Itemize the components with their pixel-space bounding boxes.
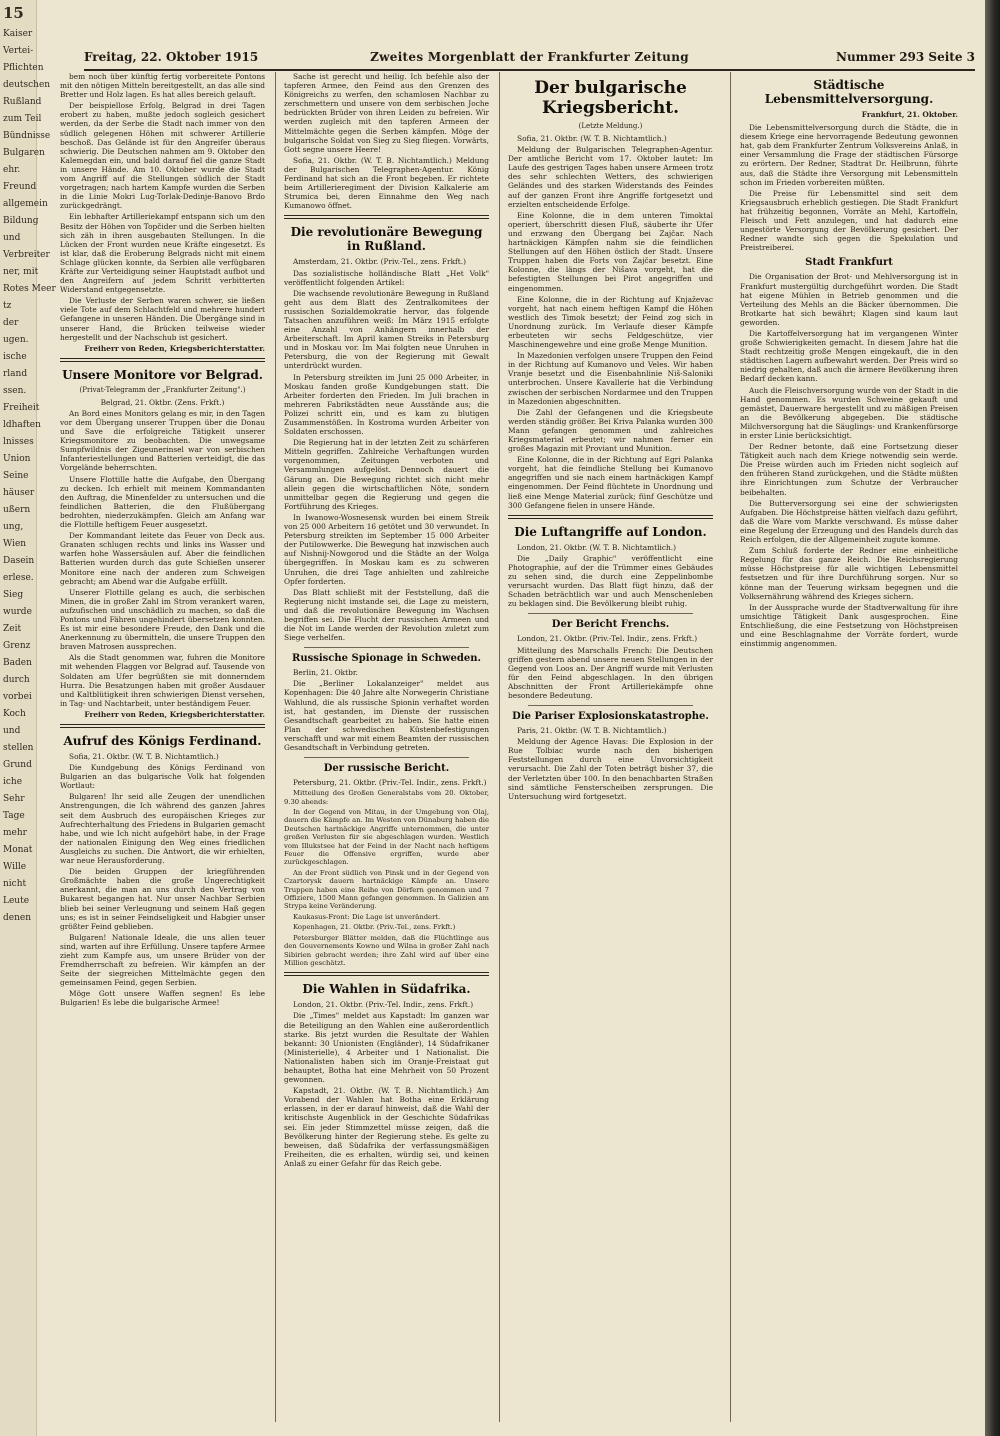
- headline-revolution: Die revolutionäre Bewegung in Rußland.: [290, 225, 483, 254]
- gutter-fragment: deutschen: [3, 80, 51, 90]
- gutter-fragment: Grund: [3, 760, 32, 770]
- gutter-fragment: lnisses: [3, 437, 34, 447]
- column-4: [740, 72, 958, 1424]
- column-rule: [499, 72, 500, 1422]
- gutter-fragment: Freiheit: [3, 403, 40, 413]
- headline-bericht-french: Der Bericht Frenchs.: [551, 619, 670, 631]
- dateline: Sofia, 21. Oktbr. (W. T. B. Nichtamtlich.): [69, 752, 219, 761]
- gutter-fragment: Pflichten: [3, 63, 44, 73]
- column-rule: [275, 72, 276, 1422]
- paragraph: Der Kommandant leitete das Feuer von Deck aus. Granaten schlugen rechts und links ins Wasser und warfen hohe Wassersäulen auf. Aber die feindlichen Batterien wurden durch das gute Schießen unserer Monitore eine nach der anderen zum Schweigen gebracht; am Abend war die Aufgabe erfüllt.: [60, 531, 265, 586]
- gutter-fragment: Koch: [3, 709, 26, 719]
- gutter-fragment: Rußland: [3, 97, 42, 107]
- column-3: [508, 72, 713, 1424]
- headline-bulgarischer-bericht: Der bulgarische Kriegsbericht.: [534, 78, 687, 118]
- gutter-fragment: ssen.: [3, 386, 27, 396]
- paragraph: Ein lebhafter Artilleriekampf entspann sich um den Besitz der Höhen von Topčider und die Serben hielten sich zäh in ihren ausgebauten Stellungen. In die Lücken der Front wurden neue Kräfte eingesetzt. Es ist klar, daß die Eroberung Belgrads nicht mit einem Schlage glücken konnte, da Serbien alle verfügbaren Kräfte zur Verteidigung seiner Hauptstadt aufbot und den Angreifern auf jedem Schritt verbitterten Widerstand entgegensetzte.: [60, 212, 265, 295]
- dateline: Petersburg, 21. Oktbr. (Priv.-Tel. Indir., zens. Frkft.): [293, 778, 487, 788]
- gutter-fragment: der: [3, 318, 19, 328]
- dateline: Sofia, 21. Oktbr. (W. T. B. Nichtamtlich.): [517, 134, 667, 143]
- subheading: (Letzte Meldung.): [578, 122, 643, 130]
- subheading: (Privat-Telegramm der „Frankfurter Zeitung".): [79, 385, 246, 394]
- separator: [528, 613, 693, 614]
- paragraph: Zum Schluß forderte der Redner eine einheitliche Regelung für das ganze Reich. Die Reichsregierung müsse Höchstpreise für alle wichtigen Lebensmittel festsetzen und für ihre Durchführung sorgen. Nur so könne man der Teuerung wirksam begegnen und die Volksernährung während des Krieges sichern.: [740, 546, 958, 601]
- subheading-stadt-frankfurt: Stadt Frankfurt: [805, 257, 893, 269]
- paragraph: Möge Gott unsere Waffen segnen! Es lebe Bulgarien! Es lebe die bulgarische Armee!: [60, 989, 265, 1008]
- paragraph: Das Blatt schließt mit der Feststellung, daß die Regierung nicht imstande sei, die Lage zu meistern, und daß die revolutionäre Bewegung im Wachsen begriffen sei. Die Flucht der russischen Armeen und die Not im Lande werden der Revolution zuletzt zum Siege verhelfen.: [284, 587, 489, 643]
- paragraph: Eine Kolonne, die in der Richtung auf Egri Palanka vorgeht, hat die feindliche Stellung bei Kumanovo angegriffen und sie nach einem hartnäckigen Kampf eingenommen. Der Feind flüchtete in Unordnung und ließ eine Menge Material zurück; fünf Geschütze und 300 Gefangene fielen in unsere Hände.: [508, 455, 713, 510]
- separator: [284, 215, 489, 219]
- gutter-fragment: rland: [3, 369, 28, 379]
- gutter-fragment: ehr.: [3, 165, 21, 175]
- gutter-fragment: ung,: [3, 522, 24, 532]
- paragraph: Unsere Flottille hatte die Aufgabe, den Übergang zu decken. Ich erhielt mit meinem Kommandanten den Auftrag, die Minenfelder zu untersuchen und die feindlichen Batterien, die den Flußübergang bedrohten, niederzukämpfen. Gleich am Anfang war die Flottille heftigem Feuer ausgesetzt.: [60, 474, 265, 530]
- dateline: London, 21. Oktbr. (Priv.-Tel. Indir., zens. Frkft.): [517, 634, 698, 644]
- gutter-fragment: nicht: [3, 879, 27, 889]
- gutter-fragment: denen: [3, 913, 32, 923]
- author-signature: Freiherr von Reden, Kriegsberichterstatter.: [84, 343, 265, 353]
- gutter-fragment: Sieg: [3, 590, 24, 600]
- gutter-fragment: Kaiser: [3, 29, 33, 39]
- paragraph: Unserer Flottille gelang es auch, die serbischen Minen, die in großer Zahl im Strom verankert waren, aufzufischen und unschädlich zu machen, so daß die Pontons und Fähren ungehindert übersetzen konnten. Es ist mir eine besondere Freude, den Dank und die Anerkennung zu übermitteln, die unsere Truppen den braven Matrosen aussprechen.: [60, 587, 265, 652]
- gutter-fragment: tz: [3, 301, 12, 311]
- gutter-fragment: ner, mit: [3, 267, 39, 277]
- masthead: [84, 47, 975, 71]
- gutter-fragment: ußern: [3, 505, 31, 515]
- headline-spionage: Russische Spionage in Schweden.: [292, 653, 481, 665]
- masthead-issue: Nummer 293 Seite 3: [835, 50, 975, 64]
- paragraph: Meldung der Bulgarischen Telegraphen-Agentur. Der amtliche Bericht vom 17. Oktober lautet: Im Laufe des gestrigen Tages haben unsere Armeen trotz des sehr schlechten Wetters, des schwierigen Geländes und des starken Widerstands des Feindes auf der ganzen Front ihre Angriffe fortgesetzt und erzielten entscheidende Erfolge.: [508, 145, 713, 209]
- paragraph: In Mazedonien verfolgen unsere Truppen den Feind in der Richtung auf Kumanovo und Veles. Wir haben Vranje besetzt und die Eisenbahnlinie Niš-Saloniki unterbrochen. Unsere Kavallerie hat die Verbindung zwischen der serbischen Nordarmee und den Truppen in Mazedonien abgeschnitten.: [508, 351, 713, 406]
- gutter-fragment: Bildung: [3, 216, 39, 226]
- gutter-fragment: wurde: [3, 607, 32, 617]
- gutter-fragment: Monat: [3, 845, 33, 855]
- paragraph: An Bord eines Monitors gelang es mir, in den Tagen vor dem Übergang unserer Truppen über die Donau und Save die erfolgreiche Tätigkeit unserer Kriegsmonitore zu beobachten. Die unwegsame Sumpfwildnis der Zigeunerinsel war von serbischen Infanteriestellungen und Batterien verteidigt, die das Vorgelände beherrschten.: [60, 408, 265, 473]
- paragraph: Die Organisation der Brot- und Mehlversorgung ist in Frankfurt mustergültig durchgeführt worden. Die Stadt hat eigene Mühlen in Betrieb genommen und die Verteilung des Mehls an die Bäcker übernommen. Die Brotkarte hat sich bewährt; Klagen sind kaum laut geworden.: [740, 272, 958, 327]
- masthead-date: Freitag, 22. Oktober 1915: [84, 50, 259, 64]
- paragraph: Bulgaren! Ihr seid alle Zeugen der unendlichen Anstrengungen, die Ich während des ganzen Jahres seit dem Ausbruch des europäischen Krieges zur Aufrechterhaltung des Friedens in Bulgarien gemacht habe, und wie Ich nicht aufgehört habe, in der Frage der nationalen Einigung den Weg eines friedlichen Ausgleichs zu suchen. Die Antwort, die wir erhielten, war neue Herausforderung.: [60, 792, 265, 866]
- paragraph: In der Gegend von Mitau, in der Umgebung von Olaj, dauern die Kämpfe an. Im Westen von Dünaburg haben die Deutschen hartnäckige Angriffe unternommen, die unter großen Verlusten für sie abgeschlagen wurden. Westlich vom Illukstsee hat der Feind in der Nacht nach heftigem Feuer die Offensive ergriffen, wurde aber zurückgeschlagen.: [284, 808, 489, 867]
- gutter-fragment: Grenz: [3, 641, 31, 651]
- dateline: London, 21. Oktbr. (W. T. B. Nichtamtlich.): [517, 542, 677, 552]
- paragraph: In Petersburg streikten im Juni 25 000 Arbeiter, in Moskau fanden große Kundgebungen statt. Die Arbeiter forderten den Frieden. Im Juli brachen in mehreren Fabrikstädten neue Ausstände aus; die Polizei schritt ein, und es kam zu blutigen Zusammenstößen. In Kostroma wurden Arbeiter von Soldaten erschossen.: [284, 372, 489, 437]
- paragraph: Die Regierung hat in der letzten Zeit zu schärferen Mitteln gegriffen. Zahlreiche Verhaftungen wurden vorgenommen, Zeitungen verboten und Versammlungen aufgelöst. Dennoch dauert die Gärung an. Die Bewegung richtet sich nicht mehr allein gegen die wirtschaftlichen Nöte, sondern unmittelbar gegen die Regierung und gegen die Fortführung des Krieges.: [284, 438, 489, 511]
- paragraph: Eine Kolonne, die in dem unteren Timoktal operiert, überschritt diesen Fluß, säuberte ihr Ufer und erzwang den Übergang bei Zajčar. Nach hartnäckigen Kämpfen nahm sie die feindlichen Stellungen auf den Höhen östlich der Stadt. Unsere Truppen haben die Forts von Zajčar besetzt. Eine Kolonne, die längs der Nišava vorgeht, hat die befestigten Stellungen bei Pirot angegriffen und eingenommen.: [508, 210, 713, 293]
- paragraph: Die „Daily Graphic" veröffentlicht eine Photographie, auf der die Trümmer eines Gebäudes zu sehen sind, die durch eine Zeppelinbombe verursacht wurden. Das Blatt fügt hinzu, daß der Schaden beträchtlich war und auch Menschenleben zu beklagen sind. Die Bevölkerung bleibt ruhig.: [508, 553, 713, 609]
- paragraph: Mitteilung des Großen Generalstabs vom 20. Oktober, 9.30 abends:: [284, 789, 489, 806]
- page-edge-shadow: [985, 0, 1000, 1436]
- headline-explosion: Die Pariser Explosionskatastrophe.: [512, 711, 709, 723]
- gutter-fragment: Vertei-: [3, 46, 34, 56]
- gutter-fragment: Dasein: [3, 556, 35, 566]
- gutter-fragment: iche: [3, 777, 23, 787]
- paragraph: Kaukasus-Front: Die Lage ist unverändert.: [293, 912, 441, 921]
- separator: [508, 515, 713, 519]
- gutter-fragment: Bulgaren: [3, 148, 45, 158]
- paragraph: Die Lebensmittelversorgung durch die Städte, die in diesem Kriege eine hervorragende Bedeutung gewonnen hat, gab dem Frankfurter Zentrum Volksvereins Anlaß, in einer Versammlung die Frage der städtischen Fürsorge zu erörtern. Der Redner, Stadtrat Dr. Heilbrunn, führte aus, daß die Städte ihre Versorgung mit Lebensmitteln schon im Frieden vorbereiten müßten.: [740, 123, 958, 187]
- gutter-fragment: vorbei: [3, 692, 32, 702]
- gutter-fragment: Bündnisse: [3, 131, 51, 141]
- dateline: Frankfurt, 21. Oktober.: [861, 110, 958, 119]
- previous-page-gutter: [0, 0, 56, 1436]
- paragraph: Die Butterversorgung sei eine der schwierigsten Aufgaben. Die Höchstpreise hätten vielfach dazu geführt, daß die Ware vom Markte verschwand. Es müsse daher eine Regelung der Erzeugung und des Handels durch das Reich erfolgen, die der Allgemeinheit zugute komme.: [740, 498, 958, 545]
- gutter-fragment: Rotes Meer: [3, 284, 56, 294]
- dateline: Paris, 21. Oktbr. (W. T. B. Nichtamtlich.): [517, 726, 667, 736]
- gutter-fragment: ldhaften: [3, 420, 41, 430]
- separator: [60, 724, 265, 728]
- gutter-fragment: und: [3, 233, 21, 243]
- gutter-fragment: ugen.: [3, 335, 29, 345]
- gutter-fragment: und: [3, 726, 21, 736]
- gutter-fragment: Zeit: [3, 624, 22, 634]
- dateline: Belgrad, 21. Oktbr. (Zens. Frkft.): [100, 397, 225, 407]
- column-1: [60, 72, 265, 1424]
- paragraph: Sofia, 21. Oktbr. (W. T. B. Nichtamtlich.) Meldung der Bulgarischen Telegraphen-Agentur. König Ferdinand hat sich an die Front begeben. Er richtete beim Artillerieregiment der Division Kalkalerie am Strumica bei, deren Einnahme den Weg nach Kumanowo öffnet.: [284, 155, 489, 211]
- paragraph: Kapstadt, 21. Oktbr. (W. T. B. Nichtamtlich.) Am Vorabend der Wahlen hat Botha eine Erklärung erlassen, in der er darauf hinweist, daß die Wahl der kritischste Augenblick in der Geschichte Südafrikas sei. Ein jeder Stimmzettel müsse zeigen, daß die Bevölkerung hinter der Regierung stehe. Es gelte zu beweisen, daß Südafrika der verfassungsmäßigen Freiheiten, die es erhalten, würdig sei, und keinen Anlaß zu einer Gefahr für das Reich gebe.: [284, 1086, 489, 1168]
- paragraph: Die Preise für Lebensmittel sind seit dem Kriegsausbruch erheblich gestiegen. Die Stadt Frankfurt hat frühzeitig begonnen, Vorräte an Mehl, Kartoffeln, Fleisch und Fett anzulegen, und hat dadurch eine ungestörte Versorgung der Bevölkerung gesichert. Der Redner wandte sich gegen die Spekulation und Preistreiberei.: [740, 188, 958, 253]
- paragraph: Die „Times" meldet aus Kapstadt: Im ganzen war die Beteiligung an den Wahlen eine außerordentlich starke. Bis jetzt wurden die Resultate der Wahlen bekannt: 30 Unionisten (Engländer), 14 Südafrikaner (Ministerielle), 4 Arbeiter und 1 Nationalist. Die Nationalisten haben sich im Oranje-Freistaat gut behauptet, Botha hat eine Mehrheit von 50 Prozent gewonnen.: [284, 1011, 489, 1085]
- gutter-fragment: Wille: [3, 862, 27, 872]
- gutter-fragment: Wien: [3, 539, 27, 549]
- separator: [304, 647, 469, 648]
- article-belgrad-intro: [60, 72, 265, 353]
- paragraph: Die wachsende revolutionäre Bewegung in Rußland geht aus dem Blatt des Zentralkomitees der russischen Sozialdemokratie hervor, das folgende Tatsachen anzuführen weiß: Im März 1915 erfolgte eine Anzahl von Anhängern innerhalb der Arbeiterschaft. Im April kamen Streiks in Petersburg und in Moskau vor. Im Mai folgten neue Unruhen in Petersburg, die von der Regierung mit Gewalt unterdrückt wurden.: [284, 288, 489, 371]
- paragraph: Der Redner betonte, daß eine Fortsetzung dieser Tätigkeit auch nach dem Kriege notwendig sein werde. Die Preise würden auch im Frieden nicht sogleich auf den früheren Stand zurückgehen, und die Städte müßten ihre Einrichtungen zum Schutze der Verbraucher beibehalten.: [740, 442, 958, 497]
- paragraph: Sache ist gerecht und heilig. Ich befehle also der tapferen Armee, den Feind aus den Grenzen des Königreichs zu werfen, den schamlosen Nachbar zu zerschmettern und unsere von dem serbischen Joche bedrückten Brüder von ihren Leiden zu befreien. Wir werden zugleich mit den tapferen Armeen der Mittelmächte gegen die Serben kämpfen. Möge der bulgarische Soldat von Sieg zu Sieg fliegen. Vorwärts, Gott segne unsere Heere!: [284, 72, 489, 154]
- paragraph: Auch die Fleischversorgung wurde von der Stadt in die Hand genommen. Es wurden Schweine gekauft und gemästet, Dauerware hergestellt und zu mäßigen Preisen an die Bevölkerung abgegeben. Die städtische Milchversorgung hat die Säuglings- und Krankenfürsorge in erster Linie berücksichtigt.: [740, 385, 958, 440]
- separator: [528, 705, 693, 706]
- dateline: Kopenhagen, 21. Oktbr. (Priv.-Tel., zens. Frkft.): [293, 923, 456, 932]
- author-signature: Freiherr von Reden, Kriegsberichterstatter.: [84, 709, 265, 719]
- dateline: Berlin, 21. Oktbr.: [293, 668, 358, 678]
- headline-monitore: Unsere Monitore vor Belgrad.: [62, 367, 263, 382]
- headline-aufruf: Aufruf des Königs Ferdinand.: [63, 734, 262, 748]
- masthead-title: Zweites Morgenblatt der Frankfurter Zeitung: [370, 50, 689, 64]
- gutter-fragment: häuser: [3, 488, 35, 498]
- gutter-fragment: Seine: [3, 471, 29, 481]
- paragraph: Die Zahl der Gefangenen und die Kriegsbeute werden ständig größer. Bei Kriva Palanka wurden 300 Mann gefangen genommen und zahlreiches Kriegsmaterial erbeutet; wir nahmen ferner ein großes Magazin mit Proviant und Munition.: [508, 407, 713, 454]
- gutter-fragment: Sehr: [3, 794, 25, 804]
- separator: [304, 757, 469, 758]
- gutter-fragment: stellen: [3, 743, 34, 753]
- gutter-fragment: zum Teil: [3, 114, 42, 124]
- gutter-page-number: 15: [3, 4, 24, 22]
- gutter-fragment: mehr: [3, 828, 27, 838]
- paragraph: Die „Berliner Lokalanzeiger" meldet aus Kopenhagen: Die 40 Jahre alte Norwegerin Christiane Wahlund, die als russische Spionin verhaftet worden ist, hat gestanden, im Dienste der russischen Gesandtschaft gearbeitet zu haben. Sie hatte einen Plan der schwedischen Küstenbefestigungen verschafft und war mit einem Beamten der russischen Gesandtschaft in Verbindung getreten.: [284, 679, 489, 752]
- column-2: [284, 72, 489, 1424]
- headline-luftangriffe: Die Luftangriffe auf London.: [514, 524, 707, 539]
- paragraph: In Iwanowo-Wosnesensk wurden bei einem Streik von 25 000 Arbeitern 16 getötet und 30 verwundet. In Petersburg streikten im September 15 000 Arbeiter der Putilowwerke. Die Bewegung hat inzwischen auch auf Nishnij-Nowgorod und die Städte an der Wolga übergegriffen. In Moskau kam es zu schweren Unruhen, die drei Tage anhielten und zahlreiche Opfer forderten.: [284, 512, 489, 586]
- headline-lebensmittel: Städtische Lebensmittelversorgung.: [764, 78, 934, 106]
- gutter-fragment: Tage: [3, 811, 25, 821]
- gutter-fragment: allgemein: [3, 199, 48, 209]
- paragraph: bem noch über künftig fertig vorbereitete Pontons mit den nötigen Mitteln bereitgestellt, an das alle sind Bretter und Holz lagen. Es hat alles bereich gelauft.: [60, 72, 265, 100]
- paragraph: In der Aussprache wurde der Stadtverwaltung für ihre umsichtige Tätigkeit Dank ausgesprochen. Eine Entschließung, die eine Festsetzung von Höchstpreisen und eine Beschlagnahme der Vorräte fordert, wurde einstimmig angenommen.: [740, 602, 958, 649]
- paragraph: Die Kartoffelversorgung hat im vergangenen Winter große Schwierigkeiten gemacht. In diesem Jahre hat die Stadt rechtzeitig große Mengen eingekauft, die in den städtischen Lagern aufbewahrt werden. Der Preis wird so niedrig gehalten, daß auch die ärmere Bevölkerung ihren Bedarf decken kann.: [740, 328, 958, 384]
- headline-suedafrika: Die Wahlen in Südafrika.: [302, 982, 471, 997]
- gutter-fragment: durch: [3, 675, 30, 685]
- gutter-fragment: Freund: [3, 182, 37, 192]
- paragraph: Der beispiellose Erfolg, Belgrad in drei Tagen erobert zu haben, mußte jedoch sogleich gesichert werden, da der Serbe die Stadt nach immer von den südlich gelegenen Höhen mit schwerer Artillerie beschoß. Das Gelände ist für den Angreifer überaus schwierig. Die Deutschen nahmen am 9. Oktober den Kalemegdan ein, und bald darauf fiel die ganze Stadt in unsere Hände. Am 10. Oktober wurde die Stadt vom Angriff auf die Stellungen südlich der Stadt vorgetragen; nach hartem Kampfe wurden die Serben in die Linie Mokri Lug-Torlak-Dedinje-Banovo Brdo zurückgedrängt.: [60, 101, 265, 211]
- paragraph: Als die Stadt genommen war, fuhren die Monitore mit wehenden Flaggen vor Belgrad auf. Tausende von Soldaten am Ufer begrüßten sie mit donnerndem Hurra. Die Besatzungen haben mit großer Ausdauer und Kaltblütigkeit ihren schwierigen Dienst versehen, in Tag- und Nachtarbeit, unter beständigem Feuer.: [60, 653, 265, 708]
- paragraph: Petersburger Blätter melden, daß die Flüchtlinge aus den Gouvernements Kowno und Wilna in großer Zahl nach Sibirien gebracht werden; ihre Zahl wird auf über eine Million geschätzt.: [284, 933, 489, 967]
- paragraph: Die beiden Gruppen der kriegführenden Großmächte haben die große Ungerechtigkeit anerkannt, die man an uns durch den Vertrag von Bukarest begangen hat. Nur unser Nachbar Serbien blieb bei seiner Verleugnung und seinem Haß gegen uns; es ist in seiner Feindseligkeit und Habgier unser größter Feind geblieben.: [60, 867, 265, 931]
- gutter-fragment: Union: [3, 454, 31, 464]
- gutter-fragment: Verbreiter: [3, 250, 50, 260]
- paragraph: Das sozialistische holländische Blatt „Het Volk" veröffentlicht folgenden Artikel:: [284, 268, 489, 287]
- paragraph: Die Kundgebung des Königs Ferdinand von Bulgarien an das bulgarische Volk hat folgenden Wortlaut:: [60, 763, 265, 791]
- paragraph: Eine Kolonne, die in der Richtung auf Knjaževac vorgeht, hat nach einem heftigen Kampf die Höhen westlich des Timok besetzt; der Feind zog sich in Unordnung zurück. Im Verlaufe dieser Kämpfe erbeuteten wir sechs Feldgeschütze, vier Maschinengewehre und eine große Menge Munition.: [508, 294, 713, 350]
- headline-russischer-bericht: Der russische Bericht.: [323, 763, 450, 775]
- gutter-fragment: erlese.: [3, 573, 34, 583]
- column-rule: [730, 72, 731, 1422]
- gutter-fragment: Leute: [3, 896, 30, 906]
- paragraph: Die Verluste der Serben waren schwer, sie ließen viele Tote auf dem Schlachtfeld und mehrere hundert Gefangene in unseren Händen. Die Übergänge sind in unserer Hand, die Brücken teilweise wieder hergestellt und der Nachschub ist gesichert.: [60, 296, 265, 342]
- dateline: Amsterdam, 21. Oktbr. (Priv.-Tel., zens. Frkft.): [293, 257, 466, 267]
- separator: [284, 972, 489, 976]
- paragraph: Mitteilung des Marschalls French: Die Deutschen griffen gestern abend unsere neuen Stellungen in der Gegend von Loos an. Der Angriff wurde mit Verlusten für den Feind abgeschlagen. In den übrigen Abschnitten der Front Artilleriekämpfe ohne besondere Bedeutung.: [508, 645, 713, 700]
- paragraph: Bulgaren! Nationale Ideale, die uns allen teuer sind, warten auf ihre Erfüllung. Unsere tapfere Armee zieht zum Kampfe aus, um unsere Brüder von der Fremdherrschaft zu befreien. Wir kämpfen an der Seite der siegreichen Mittelmächte gegen den gemeinsamen Feind, gegen Serbien.: [60, 932, 265, 988]
- paragraph: An der Front südlich von Pinsk und in der Gegend von Czartorysk dauern hartnäckige Kämpfe an. Unsere Truppen haben eine Reihe von Dörfern genommen und 7 Offiziere, 1500 Mann gefangen genommen. In Galizien am Strypa keine Veränderung.: [284, 868, 489, 911]
- separator: [60, 358, 265, 362]
- gutter-fragment: ische: [3, 352, 27, 362]
- paragraph: Meldung der Agence Havas: Die Explosion in der Rue Tolbiac wurde nach den bisherigen Feststellungen durch eine Unvorsichtigkeit verursacht. Die Zahl der Toten beträgt bisher 37, die der Verletzten über 100. In den benachbarten Straßen sind sämtliche Fensterscheiben zersprungen. Die Untersuchung wird fortgesetzt.: [508, 737, 713, 801]
- dateline: London, 21. Oktbr. (Priv.-Tel. Indir., zens. Frkft.): [293, 1000, 474, 1010]
- gutter-fragment: Baden: [3, 658, 32, 668]
